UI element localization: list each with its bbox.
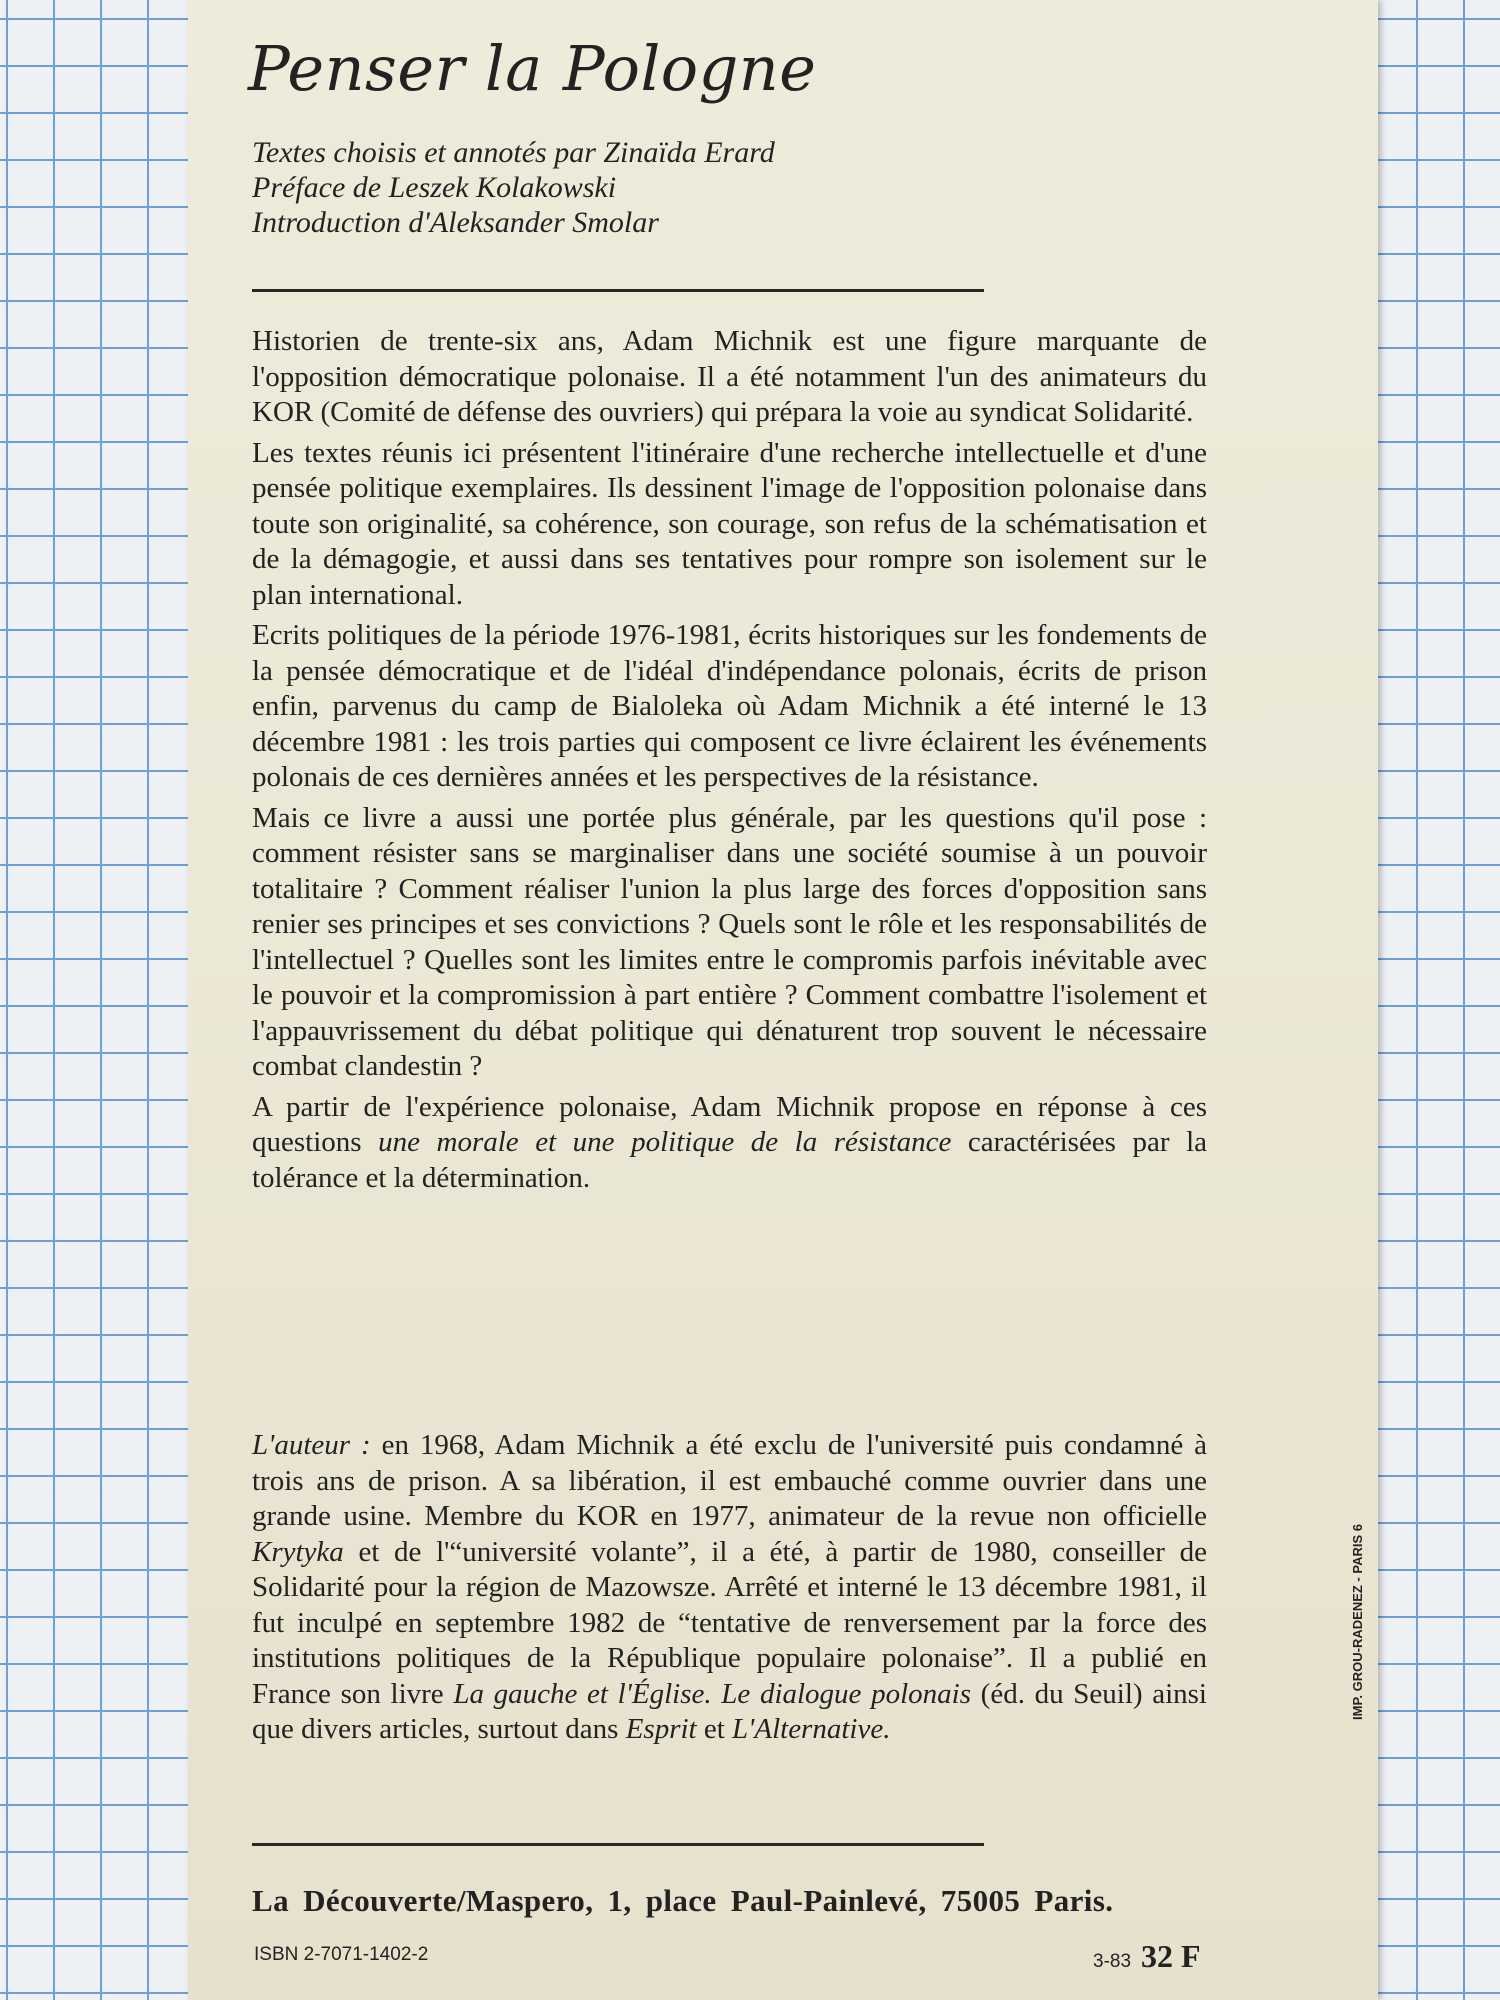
author-text: et (696, 1713, 733, 1745)
description-closing (252, 1090, 1207, 1197)
description-paragraph: Historien de trente-six ans, Adam Michnik est une figure marquante de l'opposition démocratique polonaise. Il a été notamment l'un des animateurs du KOR (Comité de défense des ouvriers) qui prépara la voie au syndicat Solidarité. (252, 325, 1207, 428)
credits-block (252, 135, 775, 240)
closing-text: caractérisées par la tolérance et la détermination. (252, 1126, 1208, 1194)
author-italic: La gauche et l'Église. Le dialogue polonais (453, 1677, 971, 1710)
author-text: en 1968, Adam Michnik a été exclu de l'université puis condamné à trois ans de prison. A sa libération, il est embauché comme ouvrier dans une grande usine. Membre du KOR en 1977, animateur de la revue non officielle (252, 1429, 1207, 1532)
top-divider (252, 289, 984, 292)
printer-credit: IMP. GROU-RADENEZ - PARIS 6 (1350, 1524, 1365, 1720)
credit-introduction: Introduction d'Aleksander Smolar (252, 206, 659, 239)
price: 32 F (1141, 1938, 1201, 1974)
author-text: et de l'“université volante”, il a été, à partir de 1980, conseiller de Solidarité pour la région de Mazowsze. Arrêté et interné le 13 décembre 1981, il fut inculpé en septembre 1982 de “tentative de renversement par la force des institutions politiques de la République populaire polonaise”. Il a publié en France son livre (252, 1535, 1207, 1710)
credit-editor: Textes choisis et annotés par Zinaïda Erard (252, 136, 775, 169)
closing-text: A partir de l'expérience polonaise, Adam Michnik propose en réponse à ces questions (252, 1090, 1207, 1158)
publisher-address: La Découverte/Maspero, 1, place Paul-Painlevé, 75005 Paris. (252, 1883, 1114, 1918)
closing-emphasis: une morale et une politique de la résistance (378, 1126, 952, 1158)
price-line (1093, 1938, 1201, 1975)
book-title: Penser la Pologne (248, 32, 817, 105)
author-italic: Krytyka (252, 1535, 344, 1568)
author-italic: Esprit (625, 1713, 697, 1745)
author-italic: L'Alternative. (732, 1713, 891, 1745)
date-code: 3-83 (1093, 1951, 1132, 1972)
credit-preface: Préface de Leszek Kolakowski (252, 171, 617, 204)
author-bio (252, 1428, 1207, 1753)
description-paragraph: Les textes réunis ici présentent l'itinéraire d'une recherche intellectuelle et d'une pensée politique exemplaires. Ils dessinent l'image de l'opposition polonaise dans toute son originalité, sa cohérence, son courage, son refus de la schématisation et de la démagogie, et aussi dans ses tentatives pour rompre son isolement sur le plan international. (252, 436, 1207, 611)
author-text: (éd. du Seuil) ainsi que divers articles, surtout dans (252, 1677, 1207, 1745)
description (252, 324, 1207, 1201)
author-paragraph (252, 1428, 1207, 1748)
isbn: ISBN 2-7071-1402-2 (254, 1944, 429, 1965)
author-label: L'auteur : (252, 1429, 371, 1461)
description-paragraph: Mais ce livre a aussi une portée plus générale, par les questions qu'il pose : comment résister sans se marginaliser dans une société soumise à un pouvoir totalitaire ? Comment réaliser l'union la plus large des forces d'opposition sans renier ses principes et ses convictions ? Quels sont le rôle et les responsabilités de l'intellectuel ? Quelles sont les limites entre le compromis parfois inévitable avec le pouvoir et la compromission à part entière ? Comment combattre l'isolement et l'appauvrissement du débat politique qui dénaturent trop souvent le nécessaire combat clandestin ? (252, 801, 1207, 1082)
book-back-cover (188, 0, 1378, 2000)
bottom-divider (252, 1843, 984, 1846)
description-paragraph: Ecrits politiques de la période 1976-1981, écrits historiques sur les fondements de la pensée démocratique et de l'idéal d'indépendance polonais, écrits de prison enfin, parvenus du camp de Bialoleka où Adam Michnik a été interné le 13 décembre 1981 : les trois parties qui composent ce livre éclairent les événements polonais de ces dernières années et les perspectives de la résistance. (252, 619, 1207, 793)
